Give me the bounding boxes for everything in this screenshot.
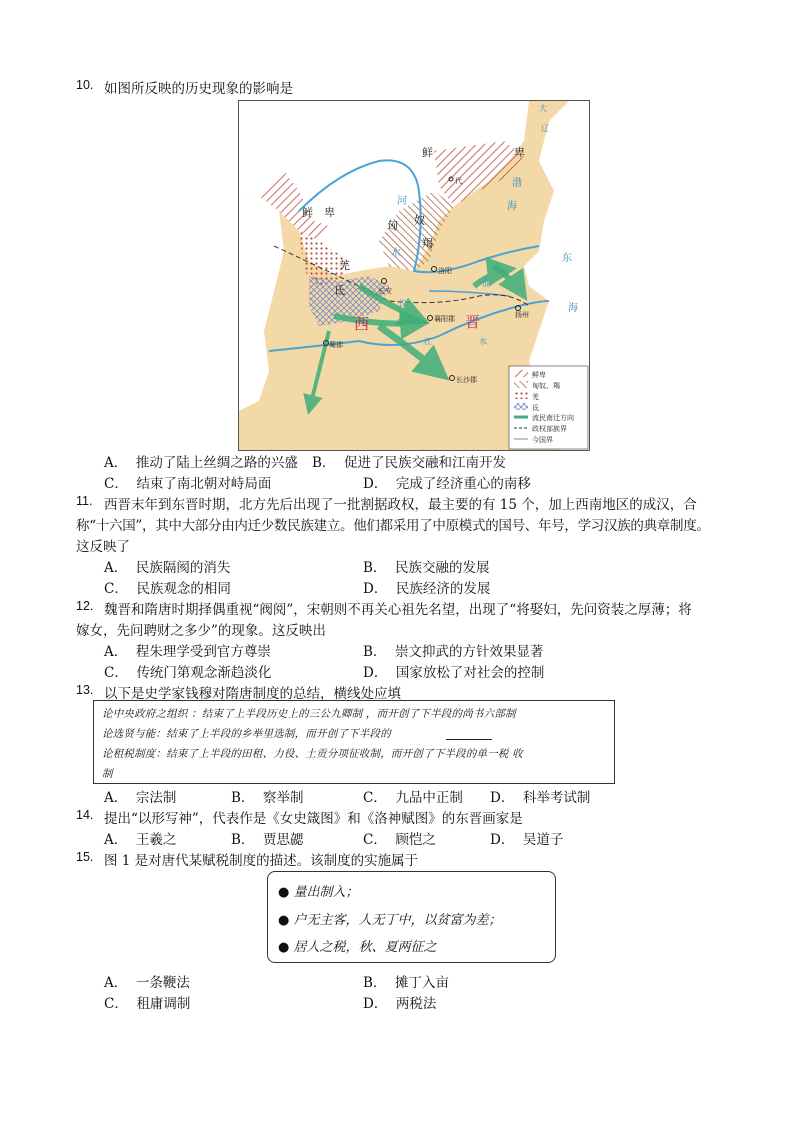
option-d: D． 民族经济的发展: [363, 581, 491, 597]
legend-label: 鲜卑: [532, 371, 546, 379]
map-label: 渤: [512, 178, 522, 189]
legend-label: 氐: [532, 404, 539, 412]
map-label: 河: [397, 196, 407, 207]
question-number: 11.: [76, 494, 93, 508]
map-legend: [509, 366, 588, 449]
bullet-line: ● 量出制入；: [278, 885, 359, 900]
quote-box: [93, 700, 615, 784]
option-b: B． 察举制: [231, 790, 304, 806]
answer-blank: [446, 739, 492, 740]
option-a: A． 民族隔阂的消失: [104, 560, 231, 576]
map-label: 代: [455, 177, 462, 185]
option-a: A． 程朱理学受到官方尊崇: [104, 644, 271, 660]
map-label: 大: [539, 104, 547, 113]
option-b: B． 促进了民族交融和江南开发: [312, 455, 507, 471]
option-a: A． 宗法制: [104, 790, 177, 806]
map-label: 鲜: [302, 206, 313, 219]
map-label: 辽: [541, 124, 549, 133]
map-label-xi: 西: [354, 315, 370, 333]
option-b: B． 崇文抑武的方针效果显著: [363, 644, 544, 660]
option-b: B． 贾思勰: [231, 832, 304, 848]
question-number: 10.: [76, 78, 94, 92]
map-label: 奴: [414, 214, 425, 227]
map-label: 江: [424, 337, 432, 346]
map-label: 东: [562, 253, 572, 264]
map-label: 淮: [482, 279, 490, 288]
legend-label: 匈奴、羯: [532, 382, 560, 390]
bullet-line: ● 居人之税，秋、夏两征之: [278, 940, 437, 955]
map-label: 羯: [422, 237, 433, 250]
legend-label: 羌: [532, 393, 539, 401]
question-stem-line: 称“十六国”，其中大部分由内迁少数民族建立。他们都采用了中原模式的国号、年号，学习汉族的典章制度。: [76, 518, 710, 534]
map-label-jin: 晋: [465, 313, 481, 331]
option-c: C． 九品中正制: [363, 790, 463, 806]
question-number: 15.: [76, 850, 94, 864]
option-d: D． 科举考试制: [490, 790, 591, 806]
map-label: 海: [568, 303, 578, 314]
option-c: C． 民族观念的相同: [104, 581, 231, 597]
map-label: 海: [507, 201, 517, 212]
option-d: D． 两税法: [363, 996, 437, 1012]
quote-line: 论选贤与能：结束了上半段的乡举里选制，而开创了下半段的: [102, 728, 391, 740]
map-label: 扬州: [515, 311, 529, 319]
option-c: C． 租庸调制: [104, 996, 191, 1012]
map-label: 水: [391, 248, 401, 259]
question-stem-line: 嫁女，先问聘财之多少”的现象。这反映出: [76, 623, 326, 639]
quote-line: 论中央政府之组织 ：结束了上半段历史上的三公九卿制 ，而开创了下半段的尚书六部制: [102, 708, 516, 720]
option-a: A． 王羲之: [104, 832, 177, 848]
map-label: 水: [479, 337, 487, 346]
option-b: B． 民族交融的发展: [363, 560, 490, 576]
migration-map: [238, 100, 590, 451]
bullet-line: ● 户无主客，人无丁中，以贫富为差；: [278, 913, 502, 928]
map-label: 鲜: [422, 146, 433, 159]
question-number: 14.: [76, 808, 94, 822]
question-stem-line: 西晋末年到东晋时期，北方先后出现了一批割据政权，最主要的有 15 个，加上西南地区的成汉，合: [104, 497, 697, 513]
option-d: D． 完成了经济重心的南移: [363, 476, 531, 492]
map-label: 卑: [324, 206, 335, 219]
option-b: B． 摊丁入亩: [363, 975, 450, 991]
option-d: D． 吴道子: [490, 832, 564, 848]
option-a: A． 推动了陆上丝绸之路的兴盛: [104, 455, 298, 471]
map-label: 长安: [378, 287, 392, 295]
figure-1-box: [267, 871, 556, 963]
map-label: 匈: [387, 219, 398, 232]
question-stem: 以下是史学家钱穆对隋唐制度的总结，横线处应填: [104, 686, 401, 702]
map-label: 洛阳: [438, 267, 452, 275]
legend-label: 流民南迁方向: [532, 414, 574, 422]
map-label: 襄阳郡: [434, 315, 455, 323]
map-label: 长沙郡: [456, 376, 477, 384]
map-label: 氐: [334, 284, 345, 297]
legend-label: 今国界: [532, 436, 553, 444]
map-label: 羌: [339, 259, 350, 272]
option-d: D． 国家放松了对社会的控制: [363, 665, 545, 681]
question-stem-line: 这反映了: [76, 539, 130, 555]
quote-line: 论租税制度：结束了上半段的田租、力役、土贡分项征收制，而开创了下半段的单一税 收: [102, 748, 523, 760]
map-label: 蜀郡: [329, 341, 343, 349]
question-stem: 如图所反映的历史现象的影响是: [104, 81, 293, 97]
map-label: 卑: [514, 146, 525, 159]
question-stem: 提出“以形写神”，代表作是《女史箴图》和《洛神赋图》的东晋画家是: [104, 811, 523, 827]
legend-label: 政权部族界: [532, 425, 567, 433]
question-number: 12.: [76, 599, 94, 613]
quote-line: 制: [102, 768, 113, 780]
question-stem-line: 魏晋和隋唐时期择偶重视“阀阅”，宋朝则不再关心祖先名望，出现了“将娶妇，先问资装之厚薄；将: [104, 602, 692, 618]
option-c: C． 顾恺之: [363, 832, 436, 848]
option-a: A． 一条鞭法: [104, 975, 190, 991]
question-stem: 图 1 是对唐代某赋税制度的描述。该制度的实施属于: [104, 853, 419, 869]
option-c: C． 传统门第观念渐趋淡化: [104, 665, 272, 681]
option-c: C． 结束了南北朝对峙局面: [104, 476, 272, 492]
map-label: 汉: [399, 299, 407, 308]
question-number: 13.: [76, 683, 94, 697]
